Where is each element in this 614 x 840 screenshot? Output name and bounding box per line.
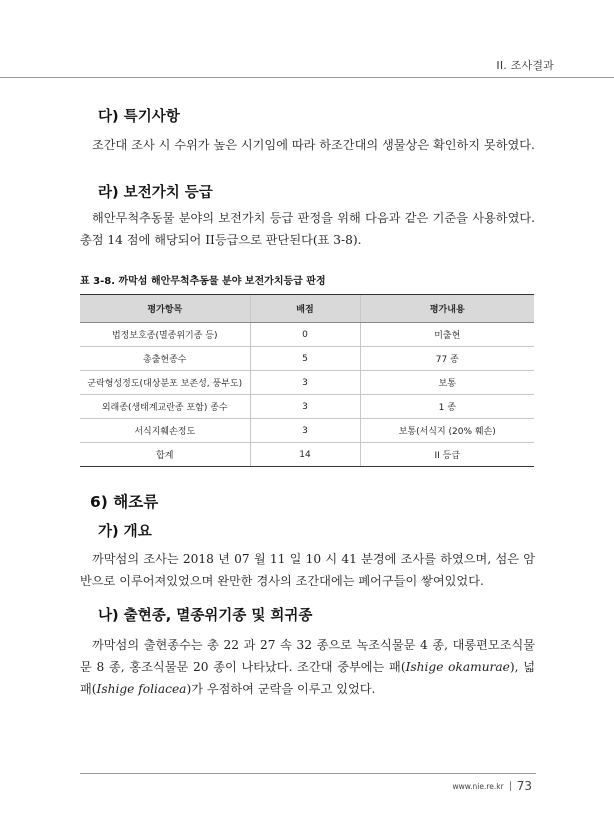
table-cell: 0: [250, 323, 360, 347]
table-cell: 3: [250, 371, 360, 395]
table-cell: 서식지훼손정도: [80, 419, 250, 443]
table-cell: 3: [250, 395, 360, 419]
table-cell: 법정보호종(멸종위기종 등): [80, 323, 250, 347]
paragraph-special-notes: 조간대 조사 시 수위가 높은 시기임에 따라 하조간대의 생물상은 확인하지 못하였다.: [92, 138, 535, 152]
table-row: [80, 323, 534, 347]
table-cell: 1 종: [360, 395, 534, 419]
page-number: 73: [516, 779, 532, 793]
table-row: [80, 371, 534, 395]
table-cell: 미출현: [360, 323, 534, 347]
footer-divider: [80, 773, 536, 774]
heading-overview: 가) 개요: [98, 524, 152, 540]
table-cell: 77 종: [360, 347, 534, 371]
heading-conservation-grade: 라) 보전가치 등급: [98, 185, 213, 201]
table-cell: 3: [250, 419, 360, 443]
heading-special-notes: 다) 특기사항: [98, 109, 180, 125]
paragraph-overview: 까막섬의 조사는 2018 년 07 월 11 일 10 시 41 분경에 조사를 하였으며, 섬은 암반으로 이루어져있었으며 완만한 경사의 조간대에는 폐어구들이 쌓여있었다.: [80, 552, 535, 588]
paragraph-conservation-grade: 해안무척추동물 분야의 보전가치 등급 판정을 위해 다음과 같은 기준을 사용하였다. 총점 14 점에 해당되어 II등급으로 판단된다(표 3-8).: [80, 211, 535, 247]
page-footer: [452, 779, 532, 793]
heading-species: 나) 출현종, 멸종위기종 및 희귀종: [98, 608, 313, 624]
running-header-section: II. 조사결과: [496, 59, 554, 72]
table-row: [80, 347, 534, 371]
header-divider: [0, 77, 614, 78]
table-cell: 5: [250, 347, 360, 371]
table-caption: 표 3-8. 까막섬 해안무척추동물 분야 보전가치등급 판정: [80, 276, 326, 287]
column-header-score: 배점: [250, 295, 360, 323]
table-cell: 14: [250, 443, 360, 467]
column-header-criteria: 평가항목: [80, 295, 250, 323]
table-cell: 외래종(생태계교란종 포함) 종수: [80, 395, 250, 419]
column-header-assessment: 평가내용: [360, 295, 534, 323]
table-cell: 군락형성정도(대상분포 보존성, 풍부도): [80, 371, 250, 395]
table-total-row: [80, 443, 534, 467]
conservation-grade-table: [80, 294, 534, 467]
heading-seaweed: 6) 해조류: [90, 493, 159, 511]
species-text-end: )가 우점하여 군락을 이루고 있었다.: [186, 682, 376, 696]
species-text-start: 까막섬의 출현종수는 총 22 과 27 속 32 종으로 녹조식물문 4 종, 대롱편모조식물문 8 종, 홍조식물문 20 종이 나타났다. 조간대 중부에는 패(: [80, 638, 535, 674]
table-cell: 총출현종수: [80, 347, 250, 371]
paragraph-species: [80, 634, 535, 700]
table-cell: 보통: [360, 371, 534, 395]
species-name-ishige-foliacea: Ishige foliacea: [96, 682, 187, 696]
table-cell: 합계: [80, 443, 250, 467]
species-text-mid: ), 넓패(: [80, 660, 535, 696]
footer-website: www.nie.re.kr: [452, 781, 504, 791]
table-row: [80, 395, 534, 419]
table-cell: II 등급: [360, 443, 534, 467]
table-header-row: [80, 295, 534, 323]
table-row: [80, 419, 534, 443]
table-cell: 보통(서식지 (20% 훼손): [360, 419, 534, 443]
footer-separator: [510, 781, 511, 791]
species-name-ishige-okamurae: Ishige okamurae: [405, 660, 510, 674]
